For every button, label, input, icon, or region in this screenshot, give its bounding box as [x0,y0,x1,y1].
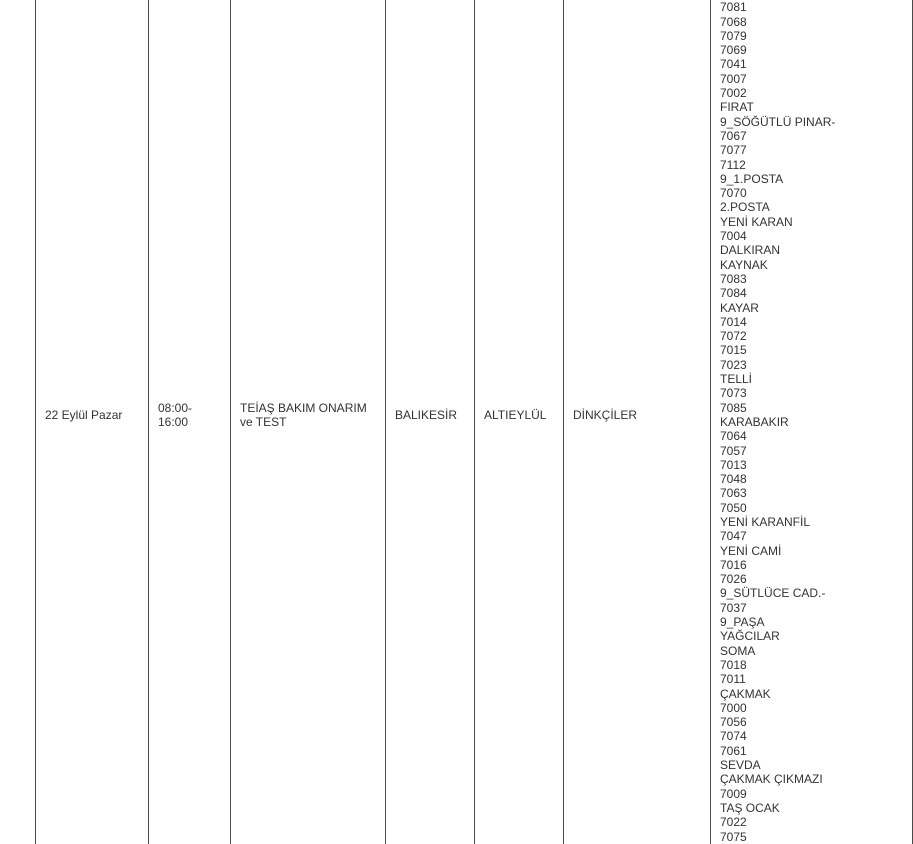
location-item: SOMA [720,644,903,658]
time-end: 16:00 [158,415,221,429]
location-item: 7050 [720,501,903,515]
location-item: SEVDA [720,758,903,772]
location-item: 7085 [720,401,903,415]
location-item: 7083 [720,272,903,286]
time-start: 08:00- [158,401,221,415]
location-item: DALKIRAN [720,243,903,257]
reason-line-2: ve TEST [240,415,376,429]
location-item: 7007 [720,72,903,86]
location-item: 7018 [720,658,903,672]
location-item: 7026 [720,572,903,586]
location-item: YENİ KARAN [720,215,903,229]
location-item: FIRAT [720,100,903,114]
location-item: 7077 [720,143,903,157]
location-item: 7023 [720,358,903,372]
location-item: 7069 [720,43,903,57]
location-item: YENİ KARANFİL [720,515,903,529]
location-item: 7072 [720,329,903,343]
location-item: TELLİ [720,372,903,386]
outage-table [35,0,913,844]
table-row [36,0,913,844]
location-item: 7041 [720,57,903,71]
location-item: 7016 [720,558,903,572]
location-item: 7081 [720,0,903,14]
location-item: 9_SÖĞÜTLÜ PINAR- [720,115,903,129]
location-item: 7009 [720,787,903,801]
location-item: 7037 [720,601,903,615]
location-item: 7075 [720,830,903,844]
location-item: KARABAKIR [720,415,903,429]
location-item: 7068 [720,15,903,29]
location-item: 7013 [720,458,903,472]
location-item: 7074 [720,729,903,743]
district-cell: ALTIEYLÜL [475,0,564,844]
location-item: 7048 [720,472,903,486]
location-item: 7011 [720,672,903,686]
location-item: ÇAKMAK ÇIKMAZI [720,772,903,786]
reason-line-1: TEİAŞ BAKIM ONARIM [240,401,376,415]
location-item: TAŞ OCAK [720,801,903,815]
location-item: 9_1.POSTA [720,172,903,186]
location-item: YENİ CAMİ [720,544,903,558]
location-item: 7002 [720,86,903,100]
location-item: 7004 [720,229,903,243]
location-item: 9_SÜTLÜCE CAD.- [720,586,903,600]
location-item: KAYAR [720,301,903,315]
location-item: 7015 [720,343,903,357]
location-item: YAĞCILAR [720,629,903,643]
location-item: 7057 [720,444,903,458]
province-cell: BALIKESİR [386,0,475,844]
location-item: 7061 [720,744,903,758]
location-item: 7022 [720,815,903,829]
location-item: 7047 [720,529,903,543]
location-item: 7063 [720,486,903,500]
location-item: 7084 [720,286,903,300]
location-item: 7014 [720,315,903,329]
reason-cell [231,0,386,844]
location-item: 7073 [720,386,903,400]
location-item: 7056 [720,715,903,729]
location-item: ÇAKMAK [720,687,903,701]
locations-cell [711,0,913,844]
location-item: 7079 [720,29,903,43]
location-item: 7000 [720,701,903,715]
location-item: 7064 [720,429,903,443]
location-item: 7112 [720,158,903,172]
location-item: 2.POSTA [720,200,903,214]
location-item: 9_PAŞA [720,615,903,629]
location-item: 7070 [720,186,903,200]
date-cell: 22 Eylül Pazar [36,0,149,844]
location-item: 7067 [720,129,903,143]
location-item: KAYNAK [720,258,903,272]
neighborhood-cell: DİNKÇİLER [564,0,711,844]
time-cell [149,0,231,844]
